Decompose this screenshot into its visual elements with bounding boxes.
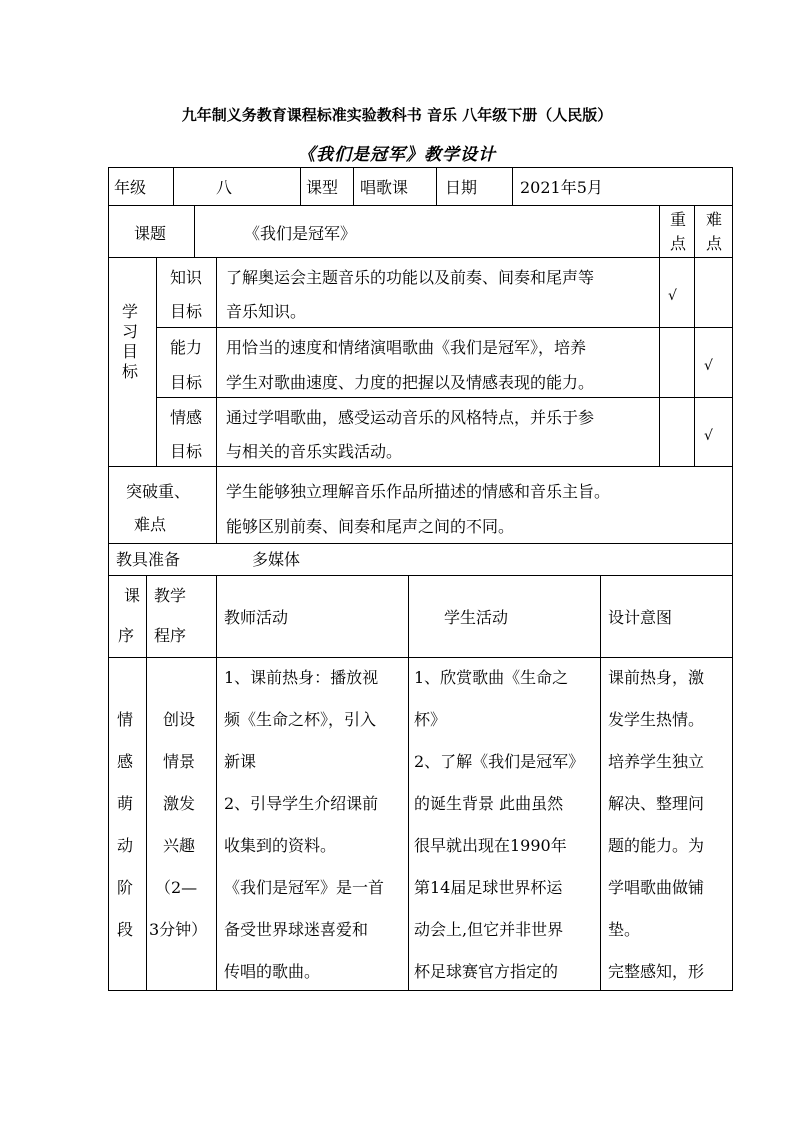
difficulty-check: √ xyxy=(704,358,713,374)
type-label: 课型 xyxy=(306,178,339,197)
difficulty-label-1: 难 xyxy=(706,210,723,229)
topic-value: 《我们是冠军》 xyxy=(244,224,357,243)
key-point-check: √ xyxy=(668,288,677,304)
key-point-label-1: 重 xyxy=(670,210,687,229)
difficulty-label-2: 点 xyxy=(706,234,723,253)
topic-label: 课题 xyxy=(134,224,167,243)
key-point-label-2: 点 xyxy=(670,234,687,253)
materials-label: 教具准备 xyxy=(116,550,181,569)
document-subtitle: 九年制义务教育课程标准实验教科书 音乐 八年级下册（人民版） xyxy=(181,106,613,124)
type-value: 唱歌课 xyxy=(360,178,409,197)
date-value: 2021年5月 xyxy=(520,178,603,197)
difficulty-check: √ xyxy=(704,428,713,444)
grade-label: 年级 xyxy=(114,178,147,197)
materials-value: 多媒体 xyxy=(252,550,301,569)
grade-value: 八 xyxy=(216,178,233,197)
document-title: 《我们是冠军》教学设计 xyxy=(298,145,496,165)
date-label: 日期 xyxy=(445,178,478,197)
